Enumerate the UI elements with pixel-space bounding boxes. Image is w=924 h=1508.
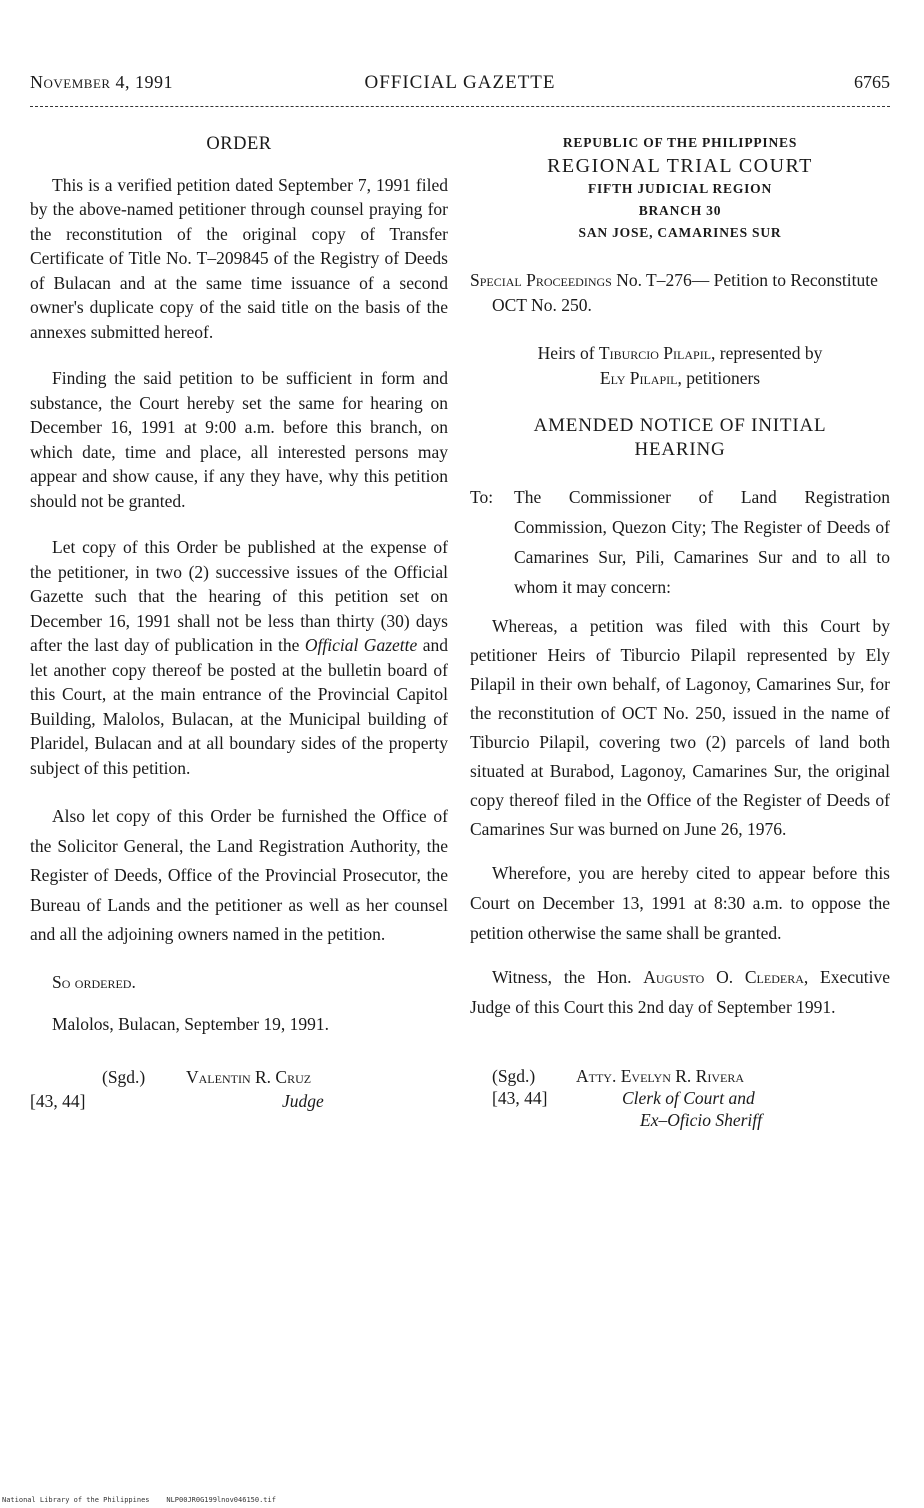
location-line: SAN JOSE, CAMARINES SUR bbox=[578, 225, 782, 240]
judge-refs: [43, 44] bbox=[30, 1090, 86, 1111]
footer-library: National Library of the Philippines bbox=[2, 1496, 150, 1504]
clerk-refs: [43, 44] bbox=[492, 1088, 548, 1108]
witness-pre: Witness, the Hon. bbox=[492, 967, 632, 987]
judge-signature-block bbox=[30, 1051, 448, 1111]
page-number: 6765 bbox=[854, 72, 890, 92]
clerk-sgd: (Sgd.) bbox=[492, 1066, 536, 1086]
case-label: Special Proceedings bbox=[470, 270, 612, 290]
header-rule bbox=[30, 106, 890, 107]
to-label: To: bbox=[470, 487, 494, 507]
heirs-post: petitioners bbox=[686, 367, 761, 388]
heirs-rep: Ely Pilapil, bbox=[599, 367, 682, 388]
order-paragraph-2: Finding the said petition to be sufficient in form and substance, the Court hereby set the same for hearing on December 16, 1991 at 9:00 a.m. before this branch, on which date, time and place, all interested persons may appear and show cause, if any they have, why this petition should not be granted. bbox=[30, 368, 448, 511]
region-line: FIFTH JUDICIAL REGION bbox=[587, 181, 773, 196]
clerk-title-1: Clerk of Court and bbox=[622, 1088, 755, 1108]
witness-paragraph bbox=[470, 962, 890, 1022]
heirs-caption bbox=[470, 341, 890, 390]
whereas-paragraph: Whereas, a petition was filed with this Court by petitioner Heirs of Tiburcio Pilapil represented by Ely Pilapil in their own behalf, of Lagonoy, Camarines Sur, for the reconstitution of OCT No. 250, issued in the name of Tiburcio Pilapil, covering two (2) parcels of land both situated at Burabod, Lagonoy, Camarines Sur, the original copy thereof filed in the Office of the Register of Deeds of Camarines Sur was burned on June 26, 1976. bbox=[470, 616, 890, 839]
order-heading: ORDER bbox=[206, 134, 272, 154]
order-paragraph-3-text-b: and let another copy thereof be posted at the bulletin board of this Court, at the main entrance of the Provincial Capitol Building, Malolos, Bulacan, at the Municipal building of Plaridel, Bulacan and at all boundary sides of the property subject of this petition. bbox=[30, 635, 448, 778]
branch-line: BRANCH 30 bbox=[638, 203, 722, 218]
scan-footer bbox=[2, 1496, 276, 1504]
judge-sgd: (Sgd.) bbox=[102, 1066, 146, 1087]
gazette-italic: Official Gazette bbox=[304, 635, 418, 655]
so-ordered: So ordered. bbox=[52, 971, 136, 992]
clerk-signature-block bbox=[470, 1052, 890, 1130]
notice-heading bbox=[470, 414, 890, 462]
order-paragraph-3-text-a: Let copy of this Order be published at the expense of the petitioner, in two (2) successive issues of the Official Gazette such that the hearing of this petition set on December 16, 1991 shall not be less than thirty (30) days after the last day of publication in the bbox=[30, 537, 448, 655]
page-header bbox=[30, 72, 890, 98]
right-column bbox=[470, 132, 890, 1130]
judge-title: Judge bbox=[282, 1090, 324, 1111]
addressee-block bbox=[470, 482, 890, 602]
case-number: No. T–276— Petition to Reconstitute OCT No. 250. bbox=[492, 270, 878, 315]
order-paragraph-4: Also let copy of this Order be furnished the Office of the Solicitor General, the Land Registration Authority, the Register of Deeds, Office of the Provincial Prosecutor, the Bureau of Lands and the petitioner as well as her counsel and all the adjoining owners named in the petition. bbox=[30, 806, 448, 944]
notice-heading-line-2: HEARING bbox=[634, 439, 726, 460]
publication-title: OFFICIAL GAZETTE bbox=[364, 72, 556, 93]
witness-name: Augusto O. Cledera, bbox=[643, 967, 809, 987]
issue-date: November 4, 1991 bbox=[30, 72, 174, 92]
judge-name: Valentin R. Cruz bbox=[186, 1066, 312, 1087]
footer-file: NLP00JR0G199lnov046150.tif bbox=[166, 1496, 276, 1504]
republic-line: REPUBLIC OF THE PHILIPPINES bbox=[562, 135, 798, 150]
notice-heading-line-1: AMENDED NOTICE OF INITIAL bbox=[533, 415, 827, 436]
heirs-name: Tiburcio Pilapil, bbox=[598, 343, 716, 363]
witness-post: Executive Judge of this Court this 2nd day of September 1991. bbox=[470, 967, 890, 1017]
wherefore-paragraph: Wherefore, you are hereby cited to appear before this Court on December 13, 1991 at 8:30 a.m. to oppose the petition otherwise the same shall be granted. bbox=[470, 863, 890, 943]
place-date: Malolos, Bulacan, September 19, 1991. bbox=[52, 1014, 330, 1034]
left-column bbox=[30, 132, 448, 1111]
clerk-title-2: Ex–Oficio Sheriff bbox=[640, 1110, 762, 1130]
order-paragraph-3 bbox=[30, 535, 448, 780]
court-name: REGIONAL TRIAL COURT bbox=[547, 155, 813, 177]
clerk-name: Atty. Evelyn R. Rivera bbox=[576, 1066, 744, 1086]
heirs-pre: Heirs of bbox=[537, 343, 595, 363]
case-caption bbox=[470, 268, 890, 317]
order-paragraph-1: This is a verified petition dated September 7, 1991 filed by the above-named petitioner through counsel praying for the reconstitution of the original copy of Transfer Certificate of Title No. T–209845 of the Registry of Deeds of Bulacan and at the same time issuance of a second owner's duplicate copy of the said title on the basis of the annexes submitted hereof. bbox=[30, 174, 448, 342]
heirs-mid: represented by bbox=[719, 343, 823, 363]
addressee-text: The Commissioner of Land Registration Commission, Quezon City; The Register of Deeds of Camarines Sur, Pili, Camarines Sur and to all to whom it may concern: bbox=[514, 487, 890, 597]
